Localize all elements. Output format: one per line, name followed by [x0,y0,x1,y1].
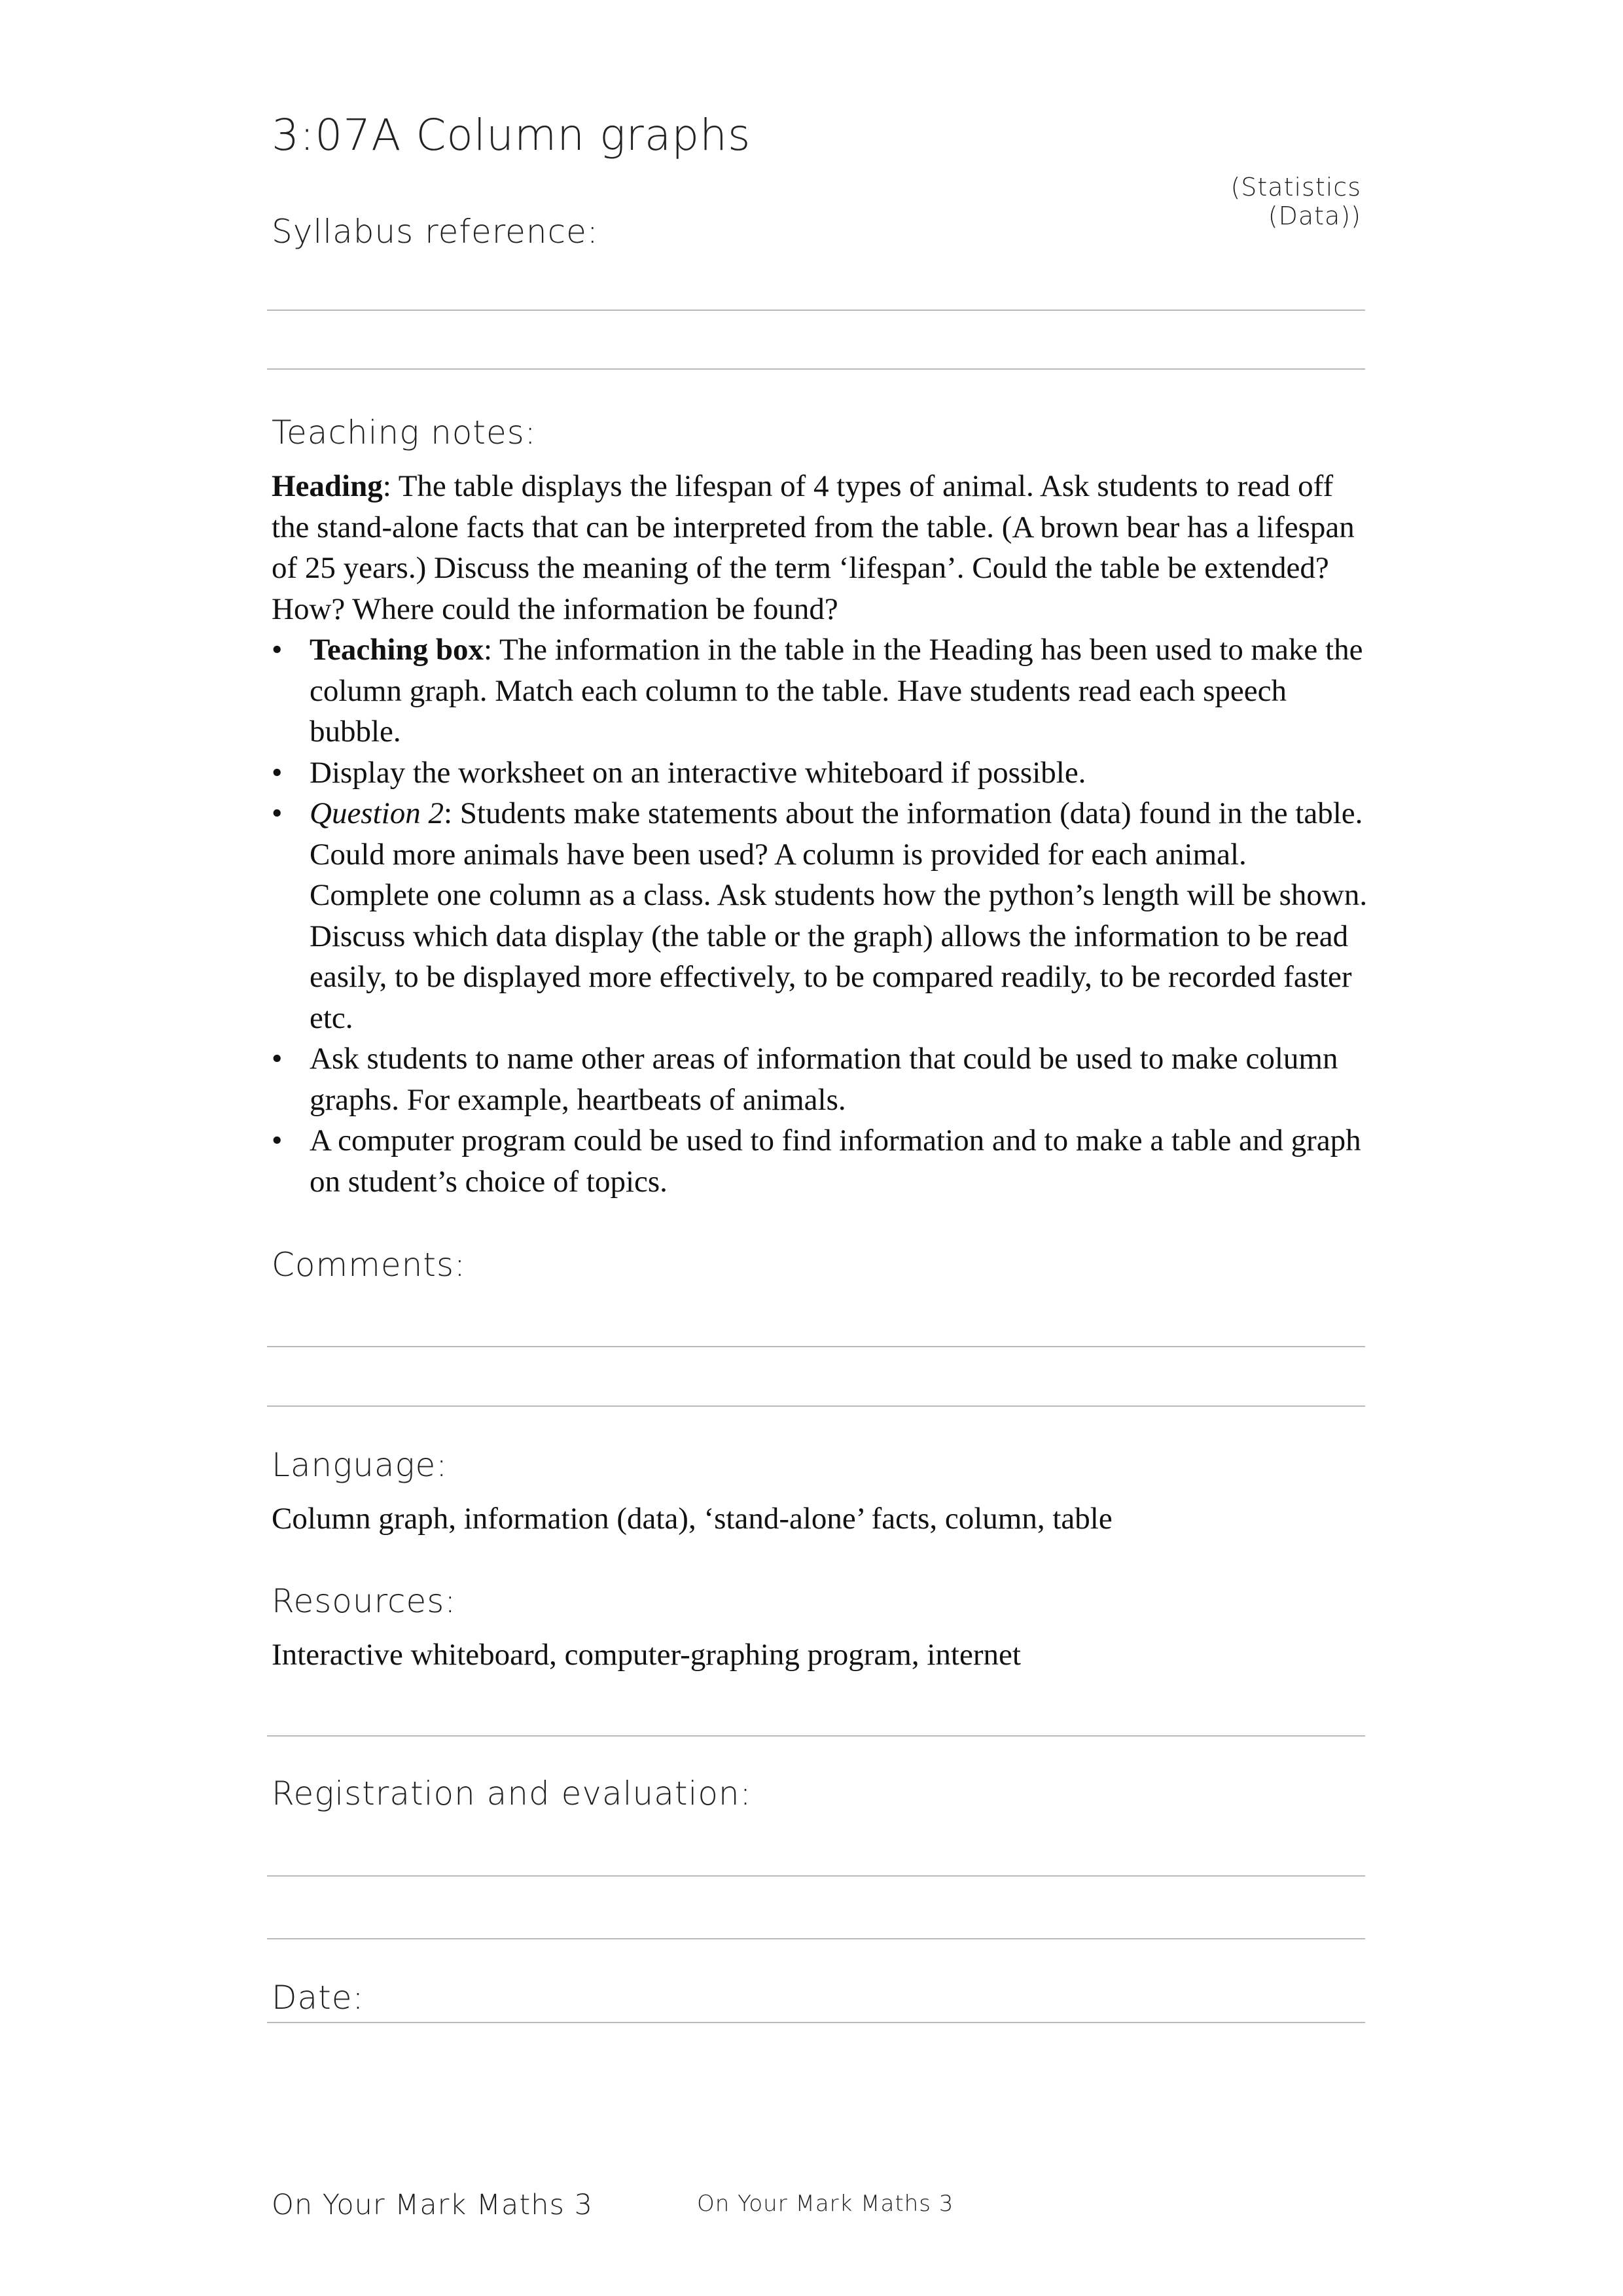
bullet: • [272,633,283,667]
language-label: Language: [272,1446,448,1484]
teaching-box-bold: Teaching box [310,633,484,667]
list-item-text: Display the worksheet on an interactive whiteboard if possible. [310,755,1086,790]
language-text: Column graph, information (data), ‘stand-alone’ facts, column, table [272,1502,1113,1536]
list-item [272,1038,1371,1120]
list-item [272,629,1371,752]
bullet: • [272,1123,283,1157]
bullet: • [272,796,283,830]
resources-writing-line [267,1735,1365,1737]
heading-note-bold: Heading [272,469,383,503]
syllabus-writing-line-2 [267,368,1365,370]
list-item-text: : The information in the table in the Heading has been used to make the column graph. Match each column to the table. Have students read each speech bubble. [310,633,1363,749]
registration-evaluation-label: Registration and evaluation: [272,1775,752,1812]
registration-writing-line-2 [267,1938,1365,1939]
list-item [272,1120,1371,1202]
teaching-notes-body [272,466,1371,1202]
syllabus-writing-line-1 [267,309,1365,311]
bullet: • [272,1042,283,1076]
list-item-text: : Students make statements about the information (data) found in the table. Could more animals have been used? A column is provided for each animal. Complete one column as a class. Ask students how the python’s length will be shown. Discuss which data display (the table or the graph) allows the information to be read easily, to be displayed more effectively, to be compared readily, to be recorded faster etc. [310,796,1368,1035]
heading-note [272,466,1371,629]
list-item-text: A computer program could be used to find information and to make a table and graph on student’s choice of topics. [310,1123,1361,1199]
list-item [272,793,1371,1038]
footer-book-title-center: On Your Mark Maths 3 [697,2191,954,2217]
registration-writing-line-1 [267,1875,1365,1877]
comments-label: Comments: [272,1246,466,1284]
resources-label: Resources: [272,1582,457,1620]
comments-writing-line-2 [267,1405,1365,1407]
syllabus-reference-label: Syllabus reference: [272,213,599,251]
teaching-notes-list [272,629,1371,1202]
strand-label: (Statistics (Data)) [1230,173,1361,230]
bullet: • [272,755,283,790]
page-title: 3:07A Column graphs [272,110,751,160]
date-label: Date: [272,1979,365,2017]
resources-text: Interactive whiteboard, computer-graphing program, internet [272,1638,1021,1672]
list-item-text: Ask students to name other areas of information that could be used to make column graphs. For example, heartbeats of animals. [310,1042,1338,1117]
footer-book-title: On Your Mark Maths 3 [272,2189,593,2221]
heading-note-text: : The table displays the lifespan of 4 types of animal. Ask students to read off the stand-alone facts that can be interpreted from the table. (A brown bear has a lifespan of 25 years.) Discuss the meaning of the term ‘lifespan’. Could the table be extended? How? Where could the information be found? [272,469,1355,626]
comments-writing-line-1 [267,1346,1365,1347]
list-item [272,752,1371,794]
question-2-italic: Question 2 [310,796,444,830]
teaching-notes-label: Teaching notes: [272,414,537,451]
date-writing-line [267,2022,1365,2023]
